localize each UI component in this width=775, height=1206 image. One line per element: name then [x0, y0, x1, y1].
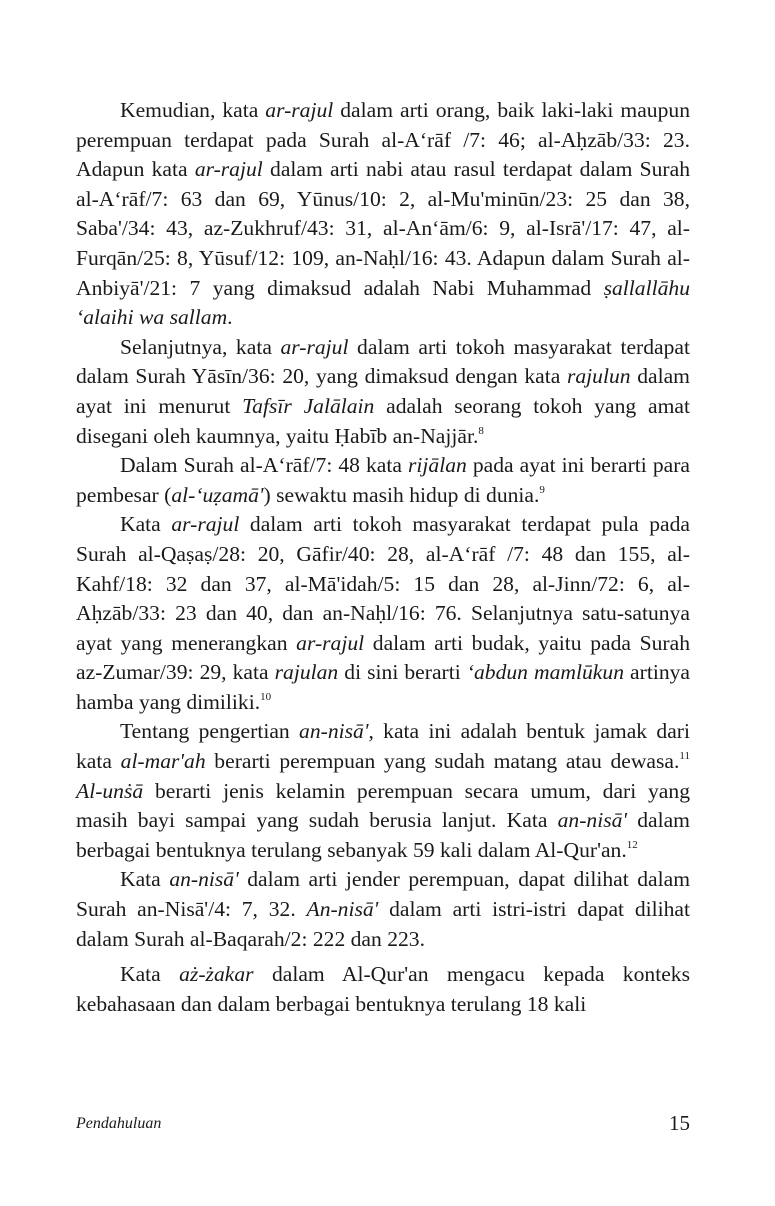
footnote-reference: 9 [539, 483, 545, 496]
italic-term: An-nisā' [306, 897, 379, 922]
italic-term: Al-unṡā [76, 778, 144, 803]
italic-term: Tafsīr Jalālain [242, 393, 375, 418]
footnote-reference: 8 [478, 424, 484, 437]
running-footer-title: Pendahuluan [76, 1115, 162, 1132]
paragraph-text: dalam arti orang, baik laki-laki maupun perempuan terdapat pada Surah al-A‘rāf /7: 46; al-Aḥzāb/33: 23. Adapun kata [76, 98, 690, 182]
italic-term: ar-rajul [280, 334, 349, 359]
italic-term: rijālan [408, 453, 467, 478]
italic-term: ar-rajul [296, 630, 365, 655]
paragraph-text: ) sewaktu masih hidup di dunia. [263, 482, 540, 507]
paragraph-text: Kata [120, 867, 170, 892]
paragraph-text: dalam arti istri-istri dapat dilihat dalam Surah al-Baqarah/2: 222 dan 223. [76, 897, 691, 951]
paragraph-text: dalam arti tokoh masyarakat terdapat pula pada Surah al-Qaṣaṣ/28: 20, Gāfir/40: 28, al-A‘rāf /7: 48 dan 155, al-Kahf/18: 32 dan 37, al-Mā'idah/5: 15 dan 28, al-Jinn/72: 6, al-Aḥzāb/33: 23 dan 40, dan an-Naḥl/16: 76. Selanjutnya satu-satunya ayat yang menerangkan [76, 512, 690, 655]
italic-term: an-nisā' [557, 808, 628, 833]
paragraph-text: artinya hamba yang dimiliki. [76, 660, 691, 714]
italic-term: ar-rajul [194, 157, 263, 182]
paragraph [76, 960, 690, 1019]
paragraph-text: berarti jenis kelamin perempuan secara umum, dari yang masih bayi sampai yang sudah berusia lanjut. Kata [76, 778, 690, 833]
paragraph-text: , kata ini adalah bentuk jamak dari kata [76, 719, 690, 774]
italic-term: aż-żakar [179, 962, 254, 987]
paragraph [76, 333, 690, 451]
paragraph [76, 510, 690, 717]
paragraph-text: di sini berarti [338, 660, 467, 685]
italic-term: an-nisā' [299, 719, 369, 744]
paragraph [76, 451, 690, 510]
paragraph-text: dalam ayat ini menurut [76, 364, 690, 418]
paragraph [76, 865, 690, 954]
italic-term: al-mar'ah [120, 749, 206, 774]
page-body [76, 96, 690, 1019]
italic-term: ar-rajul [265, 98, 334, 122]
italic-term: ‘abdun mamlūkun [466, 660, 624, 685]
italic-term: an-nisā' [169, 867, 239, 892]
paragraph-text: . [227, 305, 233, 330]
paragraph-text: dalam arti nabi atau rasul terdapat dalam Surah al-A‘rāf/7: 63 dan 69, Yūnus/10: 2, al-Mu'minūn/23: 25 dan 38, Saba'/34: 43, az-Zukhruf/43: 31, al-An‘ām/6: 9, al-Isrā'/17: 47, al-Furqān/25: 8, Yūsuf/12: 109, an-Naḥl/16: 43. Adapun dalam Surah al-Anbiyā'/21: 7 yang dimaksud adalah Nabi Muhammad [76, 157, 690, 300]
footnote-reference: 11 [679, 750, 690, 763]
italic-term: al-‘uẓamā' [171, 482, 264, 507]
paragraph [76, 96, 690, 333]
paragraph-text: adalah seorang tokoh yang amat disegani oleh kaumnya, yaitu Ḥabīb an-Najjār. [76, 393, 690, 448]
paragraph-text: pada ayat ini berarti para pembesar ( [76, 453, 690, 507]
paragraph-text: Dalam Surah al-A‘rāf/7: 48 kata [120, 453, 408, 478]
italic-term: rajulan [274, 660, 339, 685]
paragraph-text: Tentang pengertian [120, 719, 300, 744]
paragraph-text: dalam berbagai bentuknya terulang sebanyak 59 kali dalam Al-Qur'an. [76, 808, 690, 862]
italic-term: rajulun [566, 364, 631, 389]
paragraph-text: dalam arti tokoh masyarakat terdapat dalam Surah Yāsīn/36: 20, yang dimaksud dengan kata [76, 334, 691, 389]
paragraph-text: Kata [120, 512, 172, 537]
paragraph-text: Kata [120, 962, 180, 987]
paragraph-text: Kemudian, kata [120, 98, 266, 122]
footnote-reference: 10 [260, 690, 272, 703]
paragraph-text: dalam arti budak, yaitu pada Surah az-Zumar/39: 29, kata [76, 630, 690, 685]
italic-term: ṣallallāhu ‘alaihi wa sallam [76, 275, 690, 330]
paragraph [76, 717, 690, 865]
paragraph-text: dalam Al-Qur'an mengacu kepada konteks kebahasaan dan dalam berbagai bentuknya terulang 18 kali [76, 962, 690, 1016]
footnote-reference: 12 [626, 838, 638, 851]
paragraph-text: dalam arti jender perempuan, dapat dilihat dalam Surah an-Nisā'/4: 7, 32. [76, 867, 690, 922]
paragraph-text: Selanjutnya, kata [120, 334, 281, 359]
paragraph-text: berarti perempuan yang sudah matang atau dewasa. [205, 749, 680, 774]
page-number: 15 [669, 1111, 690, 1135]
page-footer [76, 1111, 690, 1141]
italic-term: ar-rajul [171, 512, 240, 537]
